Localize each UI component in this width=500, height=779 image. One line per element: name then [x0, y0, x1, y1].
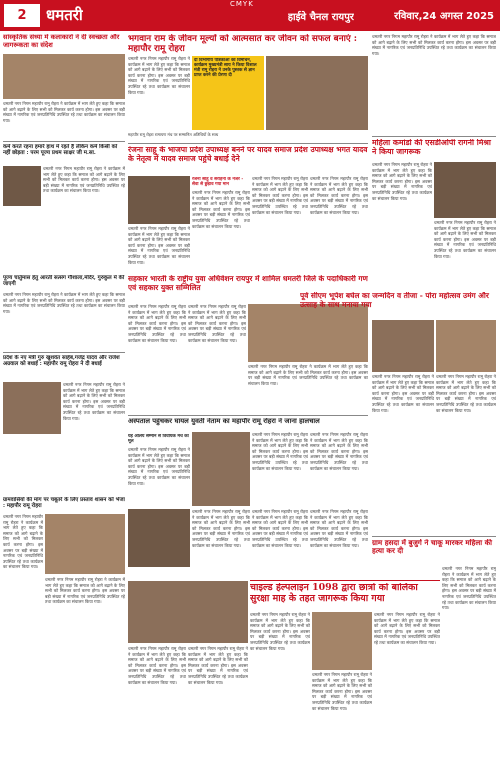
divider [3, 141, 125, 142]
divider [128, 143, 368, 144]
bottom-body-b: धमतरी नगर निगम महापौर रामू रोहरा ने कार्यक्रम में भाग लेते हुए कहा कि समाज को आगे बढ़ाने के लिए सभी को मिलकर कार्य करना होगा। इस अवसर पर बड़ी संख्या में नागरिक एवं जनप्रतिनिधि उपस्थित रहे तथा कार्यक्रम का संचालन किया गया। [188, 646, 248, 685]
divider [372, 536, 496, 537]
headline-left-fourth: प्रदेश के नए मंत्री गुरु खुशवंत साहेब,गजेंद्र यादव और राजेश अग्रवाल को बधाई : महापौर रामू रोहरा ने दी बधाई [3, 355, 120, 368]
divider [250, 580, 440, 581]
lead-caption: महापौर रामू रोहरा रामायण मंच पर सम्मानित अतिथियों के साथ [128, 132, 219, 137]
photo-cultural-event [3, 54, 125, 99]
right-top-body: धमतरी नगर निगम महापौर रामू रोहरा ने कार्यक्रम में भाग लेते हुए कहा कि समाज को आगे बढ़ाने के लिए सभी को मिलकर कार्य करना होगा। इस अवसर पर बड़ी संख्या में नागरिक एवं जनप्रतिनिधि उपस्थित रहे तथा कार्यक्रम का संचालन किया गया। [372, 34, 496, 56]
lead-pull-quote: दो विभागीय पत्रिकाओं का विमोचन, कार्यक्रम मुख्यमंत्री साय ने किया विशाल मंत्री रामू रोहरा ने उनके पुस्तक से ज्ञान प्राप्त करने की प्रेरणा दी [194, 58, 257, 79]
second-body-col2: धमतरी नगर निगम महापौर रामू रोहरा ने कार्यक्रम में भाग लेते हुए कहा कि समाज को आगे बढ़ाने के लिए सभी को मिलकर कार्य करना होगा। इस अवसर पर बड़ी संख्या में नागरिक एवं जनप्रतिनिधि उपस्थित रहे तथा कार्यक्रम का संचालन किया गया। [252, 176, 308, 215]
lead-body: धमतरी नगर निगम महापौर रामू रोहरा ने कार्यक्रम में भाग लेते हुए कहा कि समाज को आगे बढ़ाने के लिए सभी को मिलकर कार्य करना होगा। इस अवसर पर बड़ी संख्या में नागरिक एवं जनप्रतिनिधि उपस्थित रहे तथा कार्यक्रम का संचालन किया गया। [128, 56, 190, 95]
headline-left-bottom: ग्रामवासियों की मांग पर चबूतरे के लिए प्रस्ताव शासन को भेजा : महापौर रामू रोहरा [3, 497, 125, 510]
fourth-body-col3: धमतरी नगर निगम महापौर रामू रोहरा ने कार्यक्रम में भाग लेते हुए कहा कि समाज को आगे बढ़ाने के लिए सभी को मिलकर कार्य करना होगा। इस अवसर पर बड़ी संख्या में नागरिक एवं जनप्रतिनिधि उपस्थित रहे तथा कार्यक्रम का संचालन किया गया। [310, 432, 368, 471]
fourth-body-col2: धमतरी नगर निगम महापौर रामू रोहरा ने कार्यक्रम में भाग लेते हुए कहा कि समाज को आगे बढ़ाने के लिए सभी को मिलकर कार्य करना होगा। इस अवसर पर बड़ी संख्या में नागरिक एवं जनप्रतिनिधि उपस्थित रहे तथा कार्यक्रम का संचालन किया गया। [252, 432, 308, 471]
cmyk-mark: CMYK [230, 0, 254, 8]
right-second-headline: महिला कमांडो की एसडीओपी रागनी मिश्रा ने किया जागरूक [372, 139, 491, 156]
photo-ministers [3, 382, 61, 434]
body-left-bottom-cont: धमतरी नगर निगम महापौर रामू रोहरा ने कार्यक्रम में भाग लेते हुए कहा कि समाज को आगे बढ़ाने के लिए सभी को मिलकर कार्य करना होगा। इस अवसर पर बड़ी संख्या में नागरिक एवं जनप्रतिनिधि उपस्थित रहे तथा कार्यक्रम का संचालन किया गया। [45, 577, 125, 605]
fourth-subhead: यह आलय सम्मान से विधायक मंच का मूल [128, 434, 189, 445]
photo-hospital [192, 432, 250, 506]
body-left-bottom: धमतरी नगर निगम महापौर रामू रोहरा ने कार्यक्रम में भाग लेते हुए कहा कि समाज को आगे बढ़ाने के लिए सभी को मिलकर कार्य करना होगा। इस अवसर पर बड़ी संख्या में नागरिक एवं जनप्रतिनिधि उपस्थित रहे तथा कार्यक्रम का संचालन किया गया। [3, 514, 43, 570]
divider [3, 352, 125, 353]
photo-bhupesh-baghel [436, 320, 496, 372]
helpline-body-col2: धमतरी नगर निगम महापौर रामू रोहरा ने कार्यक्रम में भाग लेते हुए कहा कि समाज को आगे बढ़ाने के लिए सभी को मिलकर कार्य करना होगा। इस अवसर पर बड़ी संख्या में नागरिक एवं जनप्रतिनिधि उपस्थित रहे तथा कार्यक्रम का संचालन किया गया। [312, 672, 372, 711]
body-left-fourth: धमतरी नगर निगम महापौर रामू रोहरा ने कार्यक्रम में भाग लेते हुए कहा कि समाज को आगे बढ़ाने के लिए सभी को मिलकर कार्य करना होगा। इस अवसर पर बड़ी संख्या में नागरिक एवं जनप्रतिनिधि उपस्थित रहे तथा कार्यक्रम का संचालन किया गया। [63, 382, 125, 421]
photo-teeja-festival [372, 320, 434, 372]
headline-left-top: सांस्कृतिक संध्या में कलाकारों ने दी स्वच्छता और जागरूकता का संदेश [3, 34, 120, 49]
headline-left-third: पूज्य चार्तुमास हेतु आरती सत्संग गौशाला,मंदिर, गुरुकुल में की जाएगी [3, 275, 125, 288]
bottom-body-a: धमतरी नगर निगम महापौर रामू रोहरा ने कार्यक्रम में भाग लेते हुए कहा कि समाज को आगे बढ़ाने के लिए सभी को मिलकर कार्य करना होगा। इस अवसर पर बड़ी संख्या में नागरिक एवं जनप्रतिनिधि उपस्थित रहे तथा कार्यक्रम का संचालन किया गया। [128, 646, 186, 685]
helpline-headline: चाइल्ड हेल्पलाइन 1098 द्वारा छात्रों को बालिका सुरक्षा माह के तहत जागरूक किया गया [250, 583, 418, 604]
right-second-body-col2: धमतरी नगर निगम महापौर रामू रोहरा ने कार्यक्रम में भाग लेते हुए कहा कि समाज को आगे बढ़ाने के लिए सभी को मिलकर कार्य करना होगा। इस अवसर पर बड़ी संख्या में नागरिक एवं जनप्रतिनिधि उपस्थित रहे तथा कार्यक्रम का संचालन किया गया। [434, 220, 496, 259]
section-title: धमतरी [46, 6, 83, 24]
photo-helpline [312, 612, 372, 670]
divider [372, 136, 496, 137]
second-body-col0: धमतरी नगर निगम महापौर रामू रोहरा ने कार्यक्रम में भाग लेते हुए कहा कि समाज को आगे बढ़ाने के लिए सभी को मिलकर कार्य करना होगा। इस अवसर पर बड़ी संख्या में नागरिक एवं जनप्रतिनिधि उपस्थित रहे तथा कार्यक्रम का संचालन किया गया। [128, 226, 190, 265]
newspaper-brand: हाईवे चैनल रायपुर [287, 12, 354, 23]
second-subhead: रंजना साहू व सराहना के नजर - सेवा से छुड़ाव गया मान [192, 177, 244, 188]
issue-date: रविवार,24 अगस्त 2025 [394, 11, 494, 22]
mid-body-col2: धमतरी नगर निगम महापौर रामू रोहरा ने कार्यक्रम में भाग लेते हुए कहा कि समाज को आगे बढ़ाने के लिए सभी को मिलकर कार्य करना होगा। इस अवसर पर बड़ी संख्या में नागरिक एवं जनप्रतिनिधि उपस्थित रहे तथा कार्यक्रम का संचालन किया गया। [252, 509, 308, 548]
photo-sahkar-bharati [248, 304, 368, 362]
third-body: धमतरी नगर निगम महापौर रामू रोहरा ने कार्यक्रम में भाग लेते हुए कहा कि समाज को आगे बढ़ाने के लिए सभी को मिलकर कार्य करना होगा। इस अवसर पर बड़ी संख्या में नागरिक एवं जनप्रतिनिधि उपस्थित रहे तथा कार्यक्रम का संचालन किया गया। [128, 304, 186, 343]
second-body: धमतरी नगर निगम महापौर रामू रोहरा ने कार्यक्रम में भाग लेते हुए कहा कि समाज को आगे बढ़ाने के लिए सभी को मिलकर कार्य करना होगा। इस अवसर पर बड़ी संख्या में नागरिक एवं जनप्रतिनिधि उपस्थित रहे तथा कार्यक्रम का संचालन किया गया। [192, 190, 250, 229]
helpline-body-col3: धमतरी नगर निगम महापौर रामू रोहरा ने कार्यक्रम में भाग लेते हुए कहा कि समाज को आगे बढ़ाने के लिए सभी को मिलकर कार्य करना होगा। इस अवसर पर बड़ी संख्या में नागरिक एवं जनप्रतिनिधि उपस्थित रहे तथा कार्यक्रम का संचालन किया गया। [374, 612, 440, 645]
second-body-col3: धमतरी नगर निगम महापौर रामू रोहरा ने कार्यक्रम में भाग लेते हुए कहा कि समाज को आगे बढ़ाने के लिए सभी को मिलकर कार्य करना होगा। इस अवसर पर बड़ी संख्या में नागरिक एवं जनप्रतिनिधि उपस्थित रहे तथा कार्यक्रम का संचालन किया गया। [310, 176, 368, 215]
photo-lead [266, 56, 368, 130]
right-third-body-col2: धमतरी नगर निगम महापौर रामू रोहरा ने कार्यक्रम में भाग लेते हुए कहा कि समाज को आगे बढ़ाने के लिए सभी को मिलकर कार्य करना होगा। इस अवसर पर बड़ी संख्या में नागरिक एवं जनप्रतिनिधि उपस्थित रहे तथा कार्यक्रम का संचालन किया गया। [436, 374, 496, 413]
mid-body-col3: धमतरी नगर निगम महापौर रामू रोहरा ने कार्यक्रम में भाग लेते हुए कहा कि समाज को आगे बढ़ाने के लिए सभी को मिलकर कार्य करना होगा। इस अवसर पर बड़ी संख्या में नागरिक एवं जनप्रतिनिधि उपस्थित रहे तथा कार्यक्रम का संचालन किया गया। [310, 509, 368, 548]
photo-yadav-samaj [128, 176, 190, 224]
body-left-second: धमतरी नगर निगम महापौर रामू रोहरा ने कार्यक्रम में भाग लेते हुए कहा कि समाज को आगे बढ़ाने के लिए सभी को मिलकर कार्य करना होगा। इस अवसर पर बड़ी संख्या में नागरिक एवं जनप्रतिनिधि उपस्थित रहे तथा कार्यक्रम का संचालन किया गया। [43, 166, 125, 194]
right-bottom-headline: ग्राम हसदा में बुजुर्ग ने चाकू मारकर महिला की हत्या कर दी [372, 539, 492, 556]
photo-villagers [45, 514, 125, 574]
mid-body-col: धमतरी नगर निगम महापौर रामू रोहरा ने कार्यक्रम में भाग लेते हुए कहा कि समाज को आगे बढ़ाने के लिए सभी को मिलकर कार्य करना होगा। इस अवसर पर बड़ी संख्या में नागरिक एवं जनप्रतिनिधि उपस्थित रहे तथा कार्यक्रम का संचालन किया गया। [192, 509, 250, 548]
photo-sdop [434, 162, 496, 218]
body-left-third: धमतरी नगर निगम महापौर रामू रोहरा ने कार्यक्रम में भाग लेते हुए कहा कि समाज को आगे बढ़ाने के लिए सभी को मिलकर कार्य करना होगा। इस अवसर पर बड़ी संख्या में नागरिक एवं जनप्रतिनिधि उपस्थित रहे तथा कार्यक्रम का संचालन किया गया। [3, 292, 125, 314]
right-second-body: धमतरी नगर निगम महापौर रामू रोहरा ने कार्यक्रम में भाग लेते हुए कहा कि समाज को आगे बढ़ाने के लिए सभी को मिलकर कार्य करना होगा। इस अवसर पर बड़ी संख्या में नागरिक एवं जनप्रतिनिधि उपस्थित रहे तथा कार्यक्रम का संचालन किया गया। [372, 162, 432, 201]
third-body-col3: धमतरी नगर निगम महापौर रामू रोहरा ने कार्यक्रम में भाग लेते हुए कहा कि समाज को आगे बढ़ाने के लिए सभी को मिलकर कार्य करना होगा। इस अवसर पर बड़ी संख्या में नागरिक एवं जनप्रतिनिधि उपस्थित रहे तथा कार्यक्रम का संचालन किया गया। [248, 364, 368, 386]
lead-headline: भगवान राम के जीवन मूल्यों को आत्मसात कर जीवन को सफल बनाएं : महापौर रामू रोहरा [128, 34, 358, 55]
body-left-top: धमतरी नगर निगम महापौर रामू रोहरा ने कार्यक्रम में भाग लेते हुए कहा कि समाज को आगे बढ़ाने के लिए सभी को मिलकर कार्य करना होगा। इस अवसर पर बड़ी संख्या में नागरिक एवं जनप्रतिनिधि उपस्थित रहे तथा कार्यक्रम का संचालन किया गया। [3, 101, 125, 123]
third-headline: सहकार भारती के राष्ट्रीय युवा अधिवेशन रायपुर में शामिल धमतरी जिले के पदाधिकारी गण एवं सहकार युक्त सम्मिलित [128, 275, 368, 292]
headline-left-second: कर्म करते रहना हमारे हाथ में रहते हैं लेकिन कर्म किसी को नहीं छोड़ता : परम पूज्य प्रथम साक्षर जी म.सा. [3, 144, 118, 157]
second-headline: रंजना साहू के भाजपा प्रदेश उपाध्यक्ष बनने पर यादव समाज प्रदेश उपाध्यक्ष भगत यादव के नेतृत्व में यादव समाज पहुंचे बधाई देने [128, 146, 368, 163]
helpline-body: धमतरी नगर निगम महापौर रामू रोहरा ने कार्यक्रम में भाग लेते हुए कहा कि समाज को आगे बढ़ाने के लिए सभी को मिलकर कार्य करना होगा। इस अवसर पर बड़ी संख्या में नागरिक एवं जनप्रतिनिधि उपस्थित रहे तथा कार्यक्रम का संचालन किया गया। [250, 612, 310, 651]
right-third-body: धमतरी नगर निगम महापौर रामू रोहरा ने कार्यक्रम में भाग लेते हुए कहा कि समाज को आगे बढ़ाने के लिए सभी को मिलकर कार्य करना होगा। इस अवसर पर बड़ी संख्या में नागरिक एवं जनप्रतिनिधि उपस्थित रहे तथा कार्यक्रम का संचालन किया गया। [372, 374, 434, 413]
page-number: 2 [4, 4, 40, 27]
fourth-body: धमतरी नगर निगम महापौर रामू रोहरा ने कार्यक्रम में भाग लेते हुए कहा कि समाज को आगे बढ़ाने के लिए सभी को मिलकर कार्य करना होगा। इस अवसर पर बड़ी संख्या में नागरिक एवं जनप्रतिनिधि उपस्थित रहे तथा कार्यक्रम का संचालन किया गया। [128, 447, 190, 486]
photo-small-bottom [128, 509, 190, 567]
fourth-headline: अस्पताल पहुंचकर घायल युवती नेताम का महापौर रामू रोहरा ने जाना हालचाल [128, 418, 320, 425]
divider [128, 415, 368, 416]
right-third-headline: पूर्व सीएम भूपेश बघेल का जन्मदिन व तीजा - पोरा महोत्सव उमंग और उत्साह के साथ मनाया गया [300, 292, 489, 309]
right-bottom-body: धमतरी नगर निगम महापौर रामू रोहरा ने कार्यक्रम में भाग लेते हुए कहा कि समाज को आगे बढ़ाने के लिए सभी को मिलकर कार्य करना होगा। इस अवसर पर बड़ी संख्या में नागरिक एवं जनप्रतिनिधि उपस्थित रहे तथा कार्यक्रम का संचालन किया गया। [442, 566, 496, 611]
photo-group-bottom [128, 581, 248, 643]
third-body-col2: धमतरी नगर निगम महापौर रामू रोहरा ने कार्यक्रम में भाग लेते हुए कहा कि समाज को आगे बढ़ाने के लिए सभी को मिलकर कार्य करना होगा। इस अवसर पर बड़ी संख्या में नागरिक एवं जनप्रतिनिधि उपस्थित रहे तथा कार्यक्रम का संचालन किया गया। [188, 304, 246, 343]
photo-saint [3, 166, 41, 206]
